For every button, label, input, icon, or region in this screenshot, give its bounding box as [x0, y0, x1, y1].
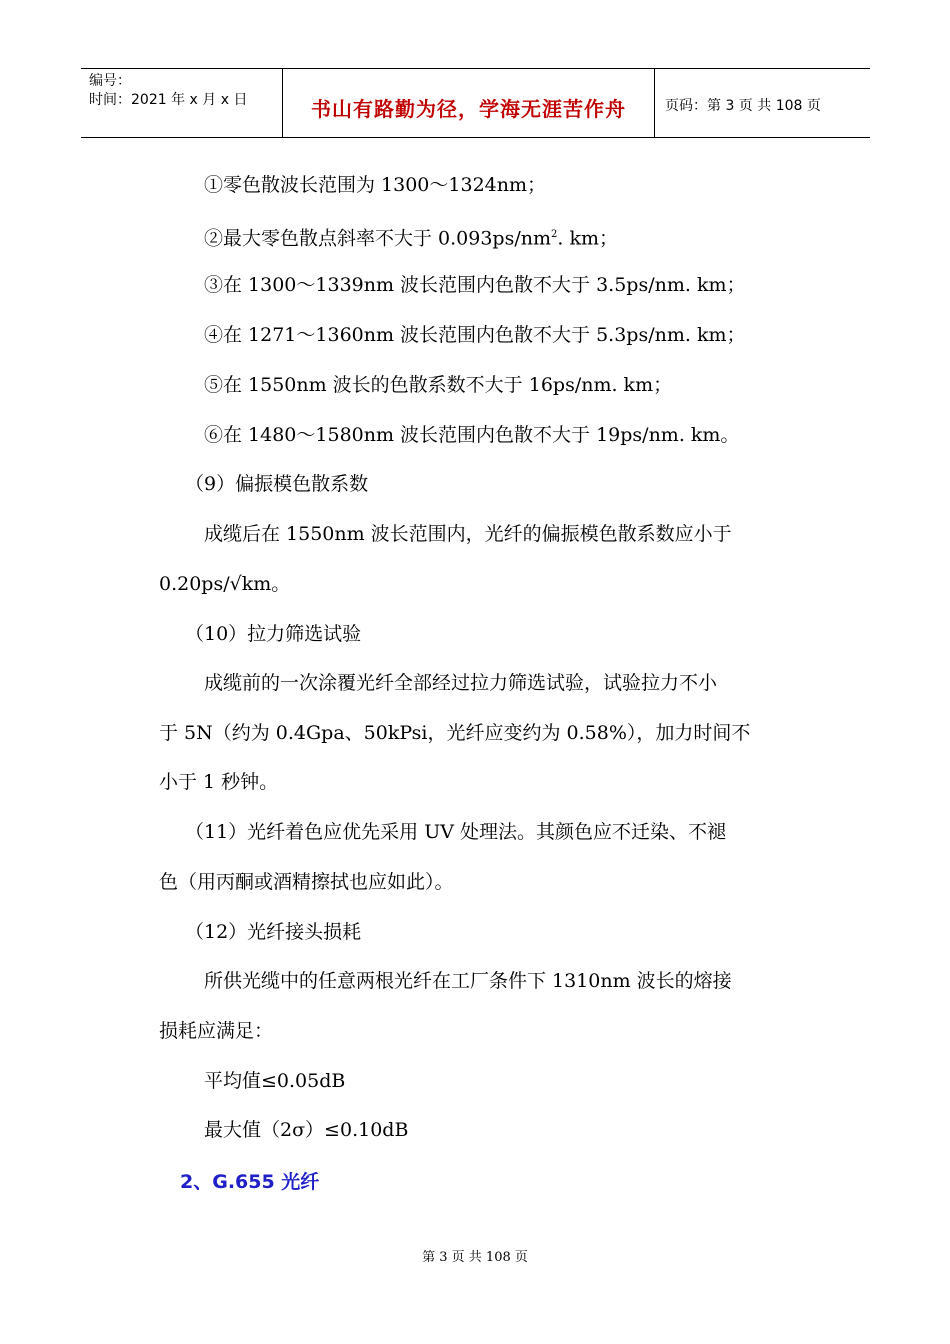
document-number-label: 编号： [89, 73, 131, 89]
paragraph-line: 于 5N（约为 0.4Gpa、50kPsi，光纤应变约为 0.58%），加力时间不 [159, 722, 751, 744]
spec-line-6: ⑥在 1480～1580nm 波长范围内色散不大于 19ps/nm. km。 [204, 424, 740, 446]
spec-line-2-text: ②最大零色散点斜率不大于 0.093ps/nm [204, 227, 552, 250]
spec-line-2-tail: . km； [557, 227, 618, 250]
maximum-loss: 最大值（2σ）≤0.10dB [204, 1119, 409, 1141]
spec-line-5: ⑤在 1550nm 波长的色散系数不大于 16ps/nm. km； [204, 374, 673, 396]
superscript: 2 [551, 229, 558, 240]
section-heading: 2、G.655 光纤 [180, 1171, 320, 1193]
spec-line-1: ①零色散波长范围为 1300～1324nm； [204, 174, 547, 196]
page-header [81, 68, 870, 138]
paragraph-line: 成缆前的一次涂覆光纤全部经过拉力筛选试验，试验拉力不小 [204, 672, 718, 694]
average-loss: 平均值≤0.05dB [204, 1070, 346, 1092]
paragraph-line: 0.20ps/√km。 [159, 573, 291, 595]
paragraph-line: 损耗应满足： [159, 1020, 274, 1042]
subheading-9: （9）偏振模色散系数 [185, 473, 369, 495]
subheading-10: （10）拉力筛选试验 [185, 623, 362, 645]
spec-line-3: ③在 1300～1339nm 波长范围内色散不大于 3.5ps/nm. km； [204, 274, 746, 296]
header-meta-cell [81, 69, 283, 137]
paragraph-line: 成缆后在 1550nm 波长范围内，光纤的偏振模色散系数应小于 [204, 523, 732, 545]
spec-line-2 [204, 223, 618, 250]
header-page-cell [655, 69, 870, 137]
header-page-info: 页码：第 3 页 共 108 页 [665, 98, 821, 114]
subheading-12: （12）光纤接头损耗 [185, 921, 362, 943]
document-date: 时间：2021 年 x 月 x 日 [89, 92, 248, 108]
page-footer: 第 3 页 共 108 页 [422, 1250, 528, 1265]
subheading-11: （11）光纤着色应优先采用 UV 处理法。其颜色应不迁染、不褪 [185, 821, 726, 843]
spec-line-4: ④在 1271～1360nm 波长范围内色散不大于 5.3ps/nm. km； [204, 324, 746, 346]
header-motto: 书山有路勤为径，学海无涯苦作舟 [311, 97, 626, 121]
header-motto-cell [283, 69, 655, 137]
paragraph-line: 色（用丙酮或酒精擦拭也应如此）。 [159, 871, 454, 893]
paragraph-line: 所供光缆中的任意两根光纤在工厂条件下 1310nm 波长的熔接 [204, 970, 732, 992]
paragraph-line: 小于 1 秒钟。 [159, 771, 279, 793]
